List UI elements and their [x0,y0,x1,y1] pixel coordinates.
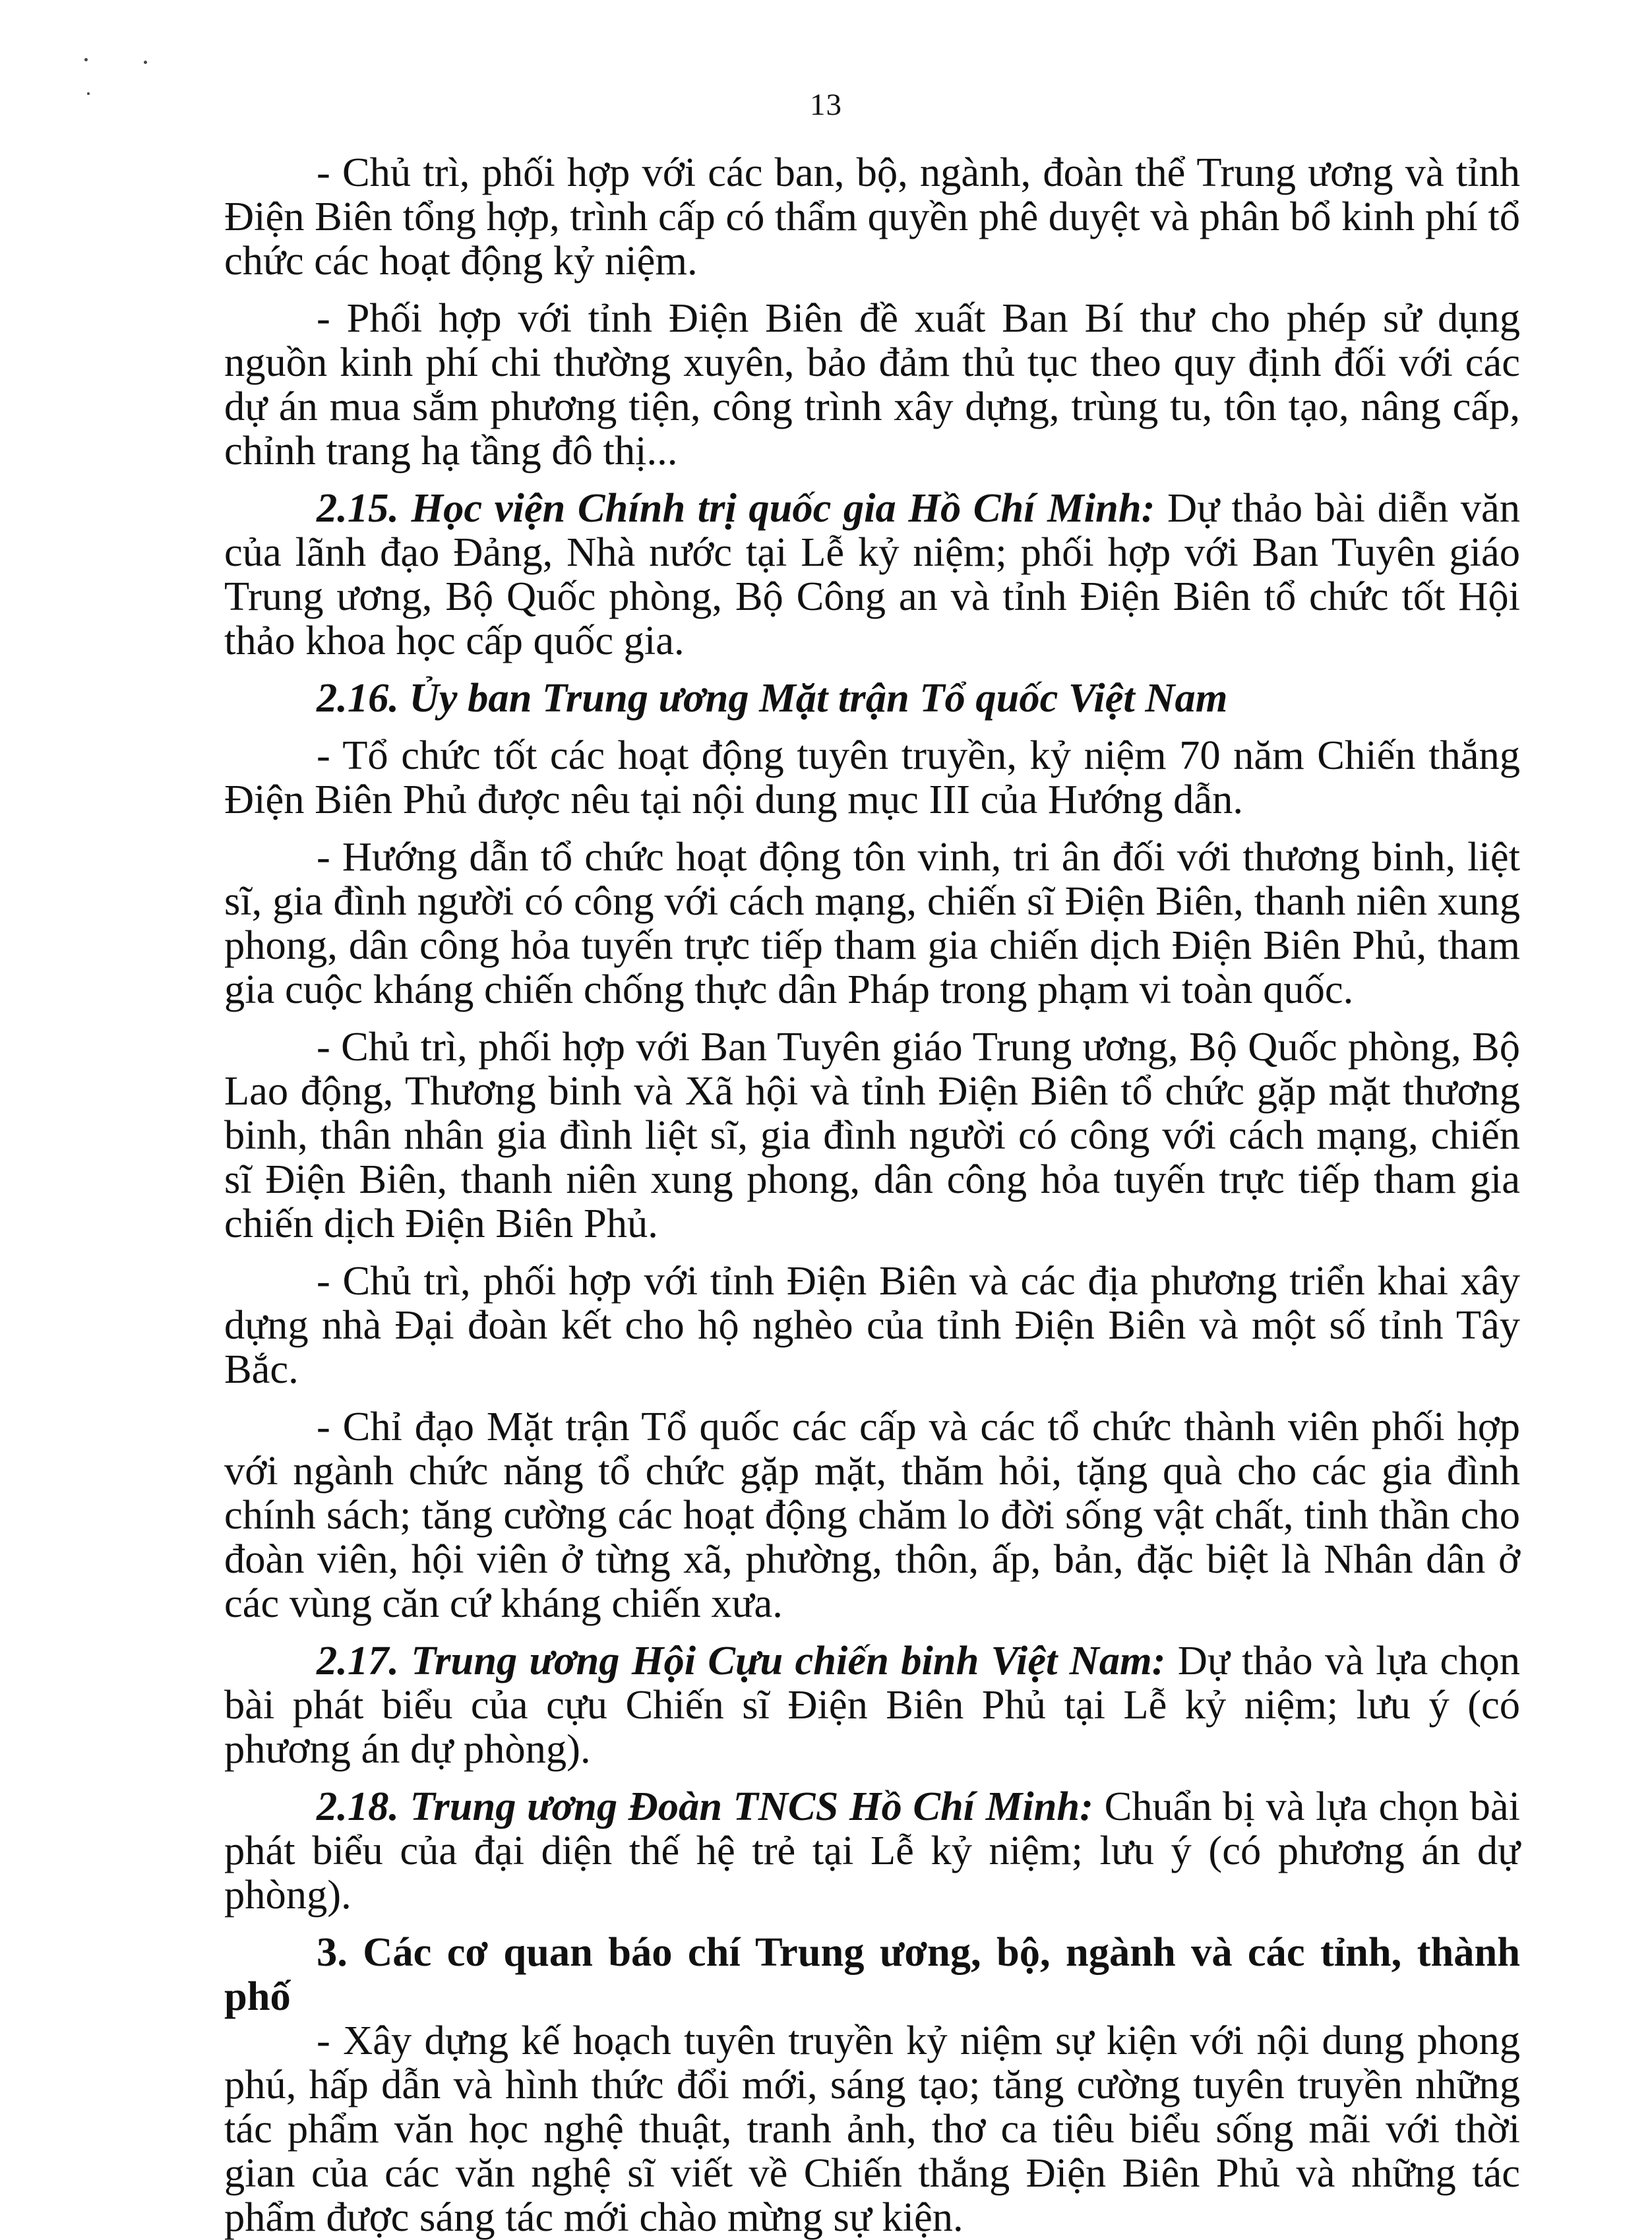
paragraph-text: Chuẩn bị và lựa chọn bài phát biểu của đại diện thế hệ trẻ tại Lễ kỷ niệm; lưu ý (có phương án dự phòng). [224,1783,1520,1918]
item-heading: 2.18. Trung ương Đoàn TNCS Hồ Chí Minh: [317,1783,1093,1829]
paragraph-text: Dự thảo và lựa chọn bài phát biểu của cựu Chiến sĩ Điện Biên Phủ tại Lễ kỷ niệm; lưu ý (có phương án dự phòng). [224,1637,1521,1772]
paragraph-text: - Hướng dẫn tổ chức hoạt động tôn vinh, tri ân đối với thương binh, liệt sĩ, gia đình người có công với cách mạng, chiến sĩ Điện Biên, thanh niên xung phong, dân công hỏa tuyến trực tiếp tham gia chiến dịch Điện Biên Phủ, tham gia cuộc kháng chiến chống thực dân Pháp trong phạm vi toàn quốc. [224,833,1520,1012]
item-heading: 2.15. Học viện Chính trị quốc gia Hồ Chí Minh: [317,485,1155,531]
paragraph [224,150,1520,283]
paragraph [224,1784,1520,1917]
scan-speck [84,58,88,61]
paragraph [224,486,1520,663]
paragraph [224,1025,1520,1246]
paragraph-text: - Chủ trì, phối hợp với tỉnh Điện Biên và các địa phương triển khai xây dựng nhà Đại đoàn kết cho hộ nghèo của tỉnh Điện Biên và một số tỉnh Tây Bắc. [224,1257,1520,1392]
document-body [224,150,1520,2239]
paragraph [224,1639,1520,1771]
scan-speck [144,61,147,64]
section-heading [224,1930,1520,2018]
item-heading: 2.16. Ủy ban Trung ương Mặt trận Tổ quốc Việt Nam [317,675,1228,721]
paragraph [224,296,1520,473]
paragraph [224,676,1520,720]
paragraph [224,1259,1520,1391]
paragraph-text: - Xây dựng kế hoạch tuyên truyền kỷ niệm sự kiện với nội dung phong phú, hấp dẫn và hình thức đổi mới, sáng tạo; tăng cường tuyên truyền những tác phẩm văn học nghệ thuật, tranh ảnh, thơ ca tiêu biểu sống mãi với thời gian của các văn nghệ sĩ viết về Chiến thắng Điện Biên Phủ và những tác phẩm được sáng tác mới chào mừng sự kiện. [224,2017,1520,2240]
paragraph [224,733,1520,822]
paragraph-text: - Chủ trì, phối hợp với các ban, bộ, ngành, đoàn thể Trung ương và tỉnh Điện Biên tổng hợp, trình cấp có thẩm quyền phê duyệt và phân bổ kinh phí tổ chức các hoạt động kỷ niệm. [224,149,1520,284]
section-heading-text: 3. Các cơ quan báo chí Trung ương, bộ, ngành và các tỉnh, thành phố [224,1929,1520,2019]
paragraph-text: - Phối hợp với tỉnh Điện Biên đề xuất Ban Bí thư cho phép sử dụng nguồn kinh phí chi thường xuyên, bảo đảm thủ tục theo quy định đối với các dự án mua sắm phương tiện, công trình xây dựng, trùng tu, tôn tạo, nâng cấp, chỉnh trang hạ tầng đô thị... [224,295,1520,473]
paragraph-text: - Tổ chức tốt các hoạt động tuyên truyền, kỷ niệm 70 năm Chiến thắng Điện Biên Phủ được nêu tại nội dung mục III của Hướng dẫn. [224,732,1520,822]
page-number: 13 [810,88,842,122]
paragraph-text: Dự thảo bài diễn văn của lãnh đạo Đảng, Nhà nước tại Lễ kỷ niệm; phối hợp với Ban Tuyên giáo Trung ương, Bộ Quốc phòng, Bộ Công an và tỉnh Điện Biên tổ chức tốt Hội thảo khoa học cấp quốc gia. [224,485,1520,663]
paragraph-text: - Chỉ đạo Mặt trận Tổ quốc các cấp và các tổ chức thành viên phối hợp với ngành chức năng tổ chức gặp mặt, thăm hỏi, tặng quà cho các gia đình chính sách; tăng cường các hoạt động chăm lo đời sống vật chất, tinh thần cho đoàn viên, hội viên ở từng xã, phường, thôn, ấp, bản, đặc biệt là Nhân dân ở các vùng căn cứ kháng chiến xưa. [224,1403,1520,1626]
paragraph [224,1405,1520,1625]
paragraph [224,2018,1520,2239]
paragraph-text: - Chủ trì, phối hợp với Ban Tuyên giáo Trung ương, Bộ Quốc phòng, Bộ Lao động, Thương binh và Xã hội và tỉnh Điện Biên tổ chức gặp mặt thương binh, thân nhân gia đình liệt sĩ, gia đình người có công với cách mạng, chiến sĩ Điện Biên, thanh niên xung phong, dân công hỏa tuyến trực tiếp tham gia chiến dịch Điện Biên Phủ. [224,1023,1520,1246]
paragraph [224,835,1520,1012]
item-heading: 2.17. Trung ương Hội Cựu chiến binh Việt Nam: [317,1637,1166,1683]
